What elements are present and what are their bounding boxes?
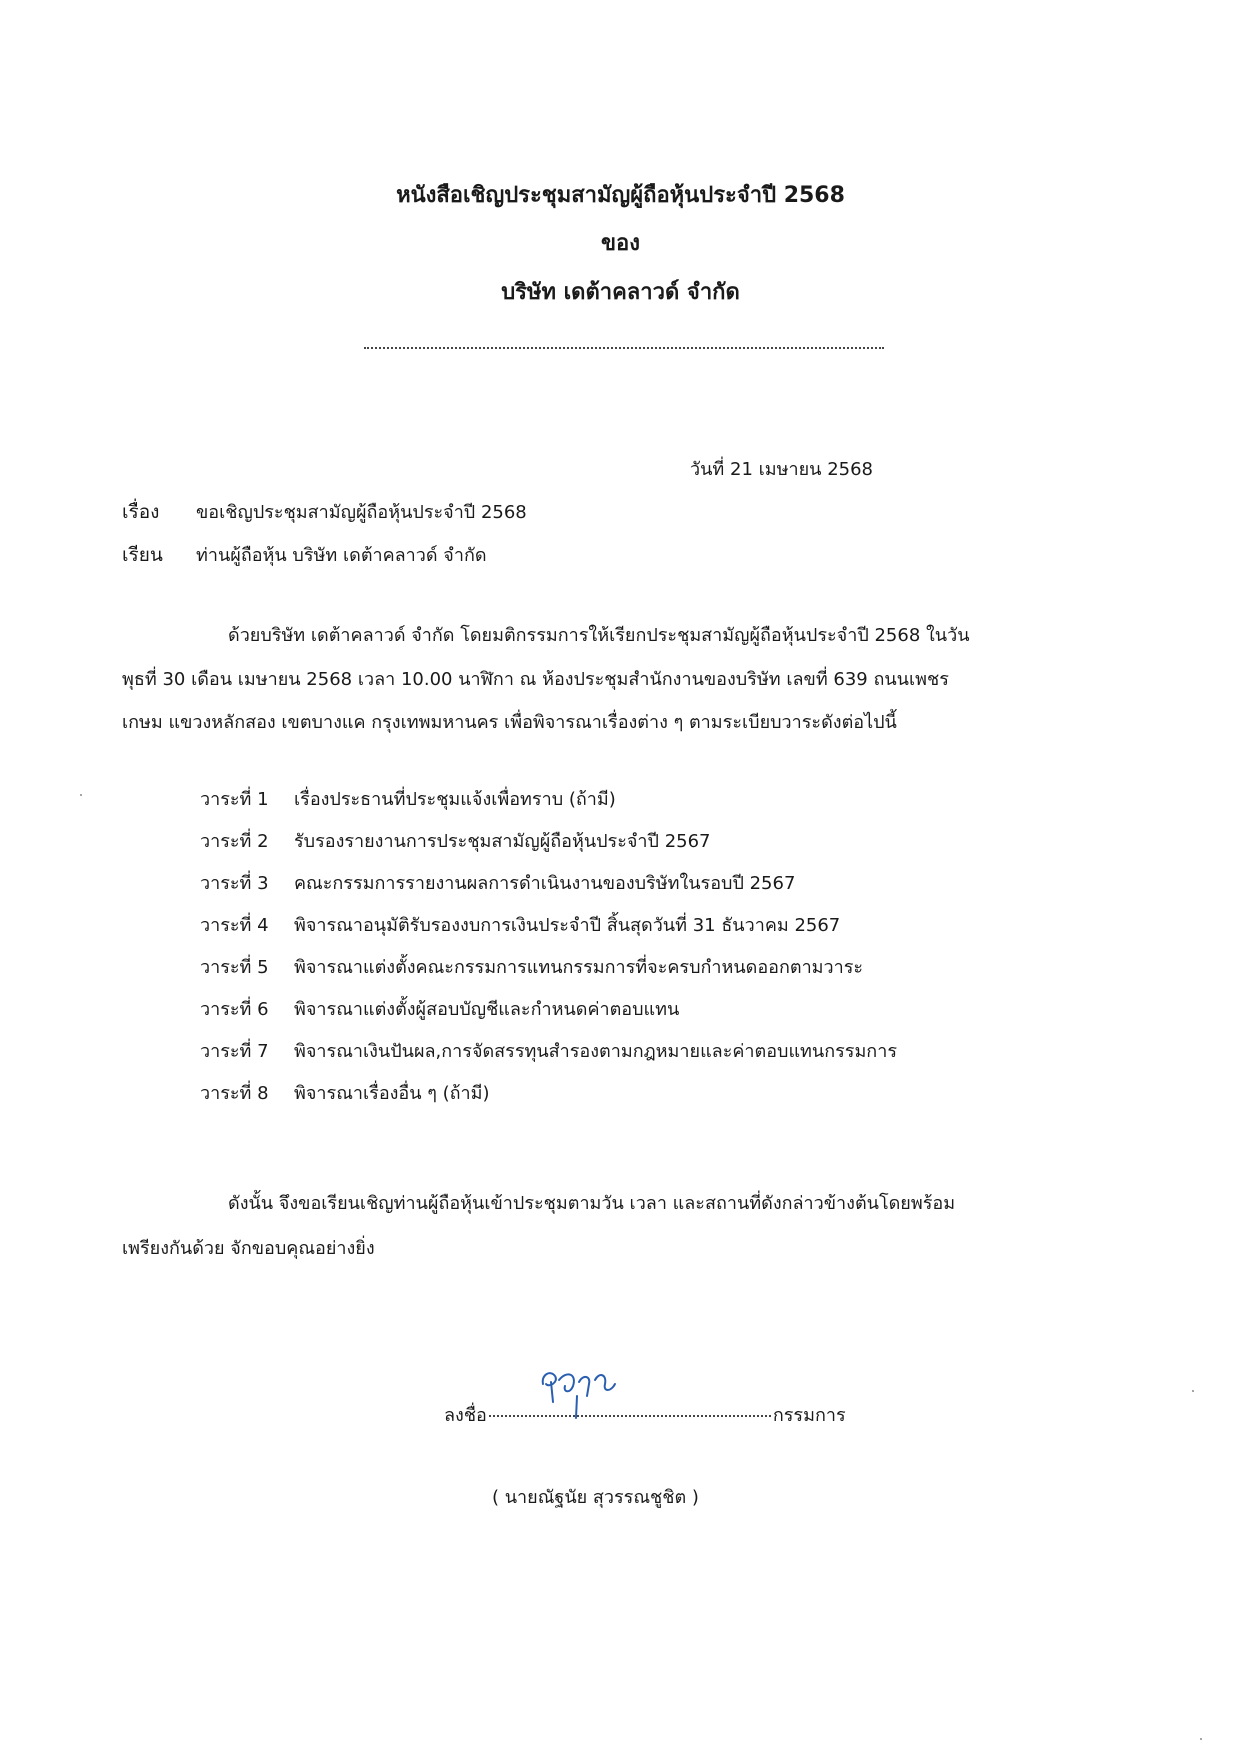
agenda-item (200, 786, 897, 828)
agenda-list (200, 786, 897, 1122)
intro-paragraph-line: พุธที่ 30 เดือน เมษายน 2568 เวลา 10.00 นาฬิกา ณ ห้องประชุมสำนักงานของบริษัท เลขที่ 639 ถนนเพชร (122, 669, 949, 690)
agenda-item (200, 870, 897, 912)
agenda-text: พิจารณาแต่งตั้งผู้สอบบัญชีและกำหนดค่าตอบแทน (294, 999, 680, 1020)
intro-paragraph-line: เกษม แขวงหลักสอง เขตบางแค กรุงเทพมหานคร เพื่อพิจารณาเรื่องต่าง ๆ ตามระเบียบวาระดังต่อไปนี้ (122, 712, 897, 733)
agenda-number: วาระที่ 4 (200, 915, 269, 936)
signature-line (444, 1400, 846, 1429)
agenda-text: พิจารณาแต่งตั้งคณะกรรมการแทนกรรมการที่จะครบกำหนดออกตามวาระ (294, 957, 864, 978)
document-title: หนังสือเชิญประชุมสามัญผู้ถือหุ้นประจำปี 2568 (396, 183, 845, 208)
agenda-number: วาระที่ 2 (200, 831, 269, 852)
agenda-number: วาระที่ 6 (200, 999, 269, 1020)
agenda-item (200, 1038, 897, 1080)
scan-speck (80, 794, 82, 796)
company-name-title: บริษัท เดต้าคลาวด์ จำกัด (501, 280, 740, 305)
scan-speck (1200, 1738, 1202, 1740)
agenda-number: วาระที่ 1 (200, 789, 269, 810)
recipient-value: ท่านผู้ถือหุ้น บริษัท เดต้าคลาวด์ จำกัด (196, 545, 487, 566)
agenda-text: คณะกรรมการรายงานผลการดำเนินงานของบริษัทในรอบปี 2567 (294, 873, 796, 894)
sign-label: ลงชื่อ (444, 1405, 487, 1426)
signature-dotted-fill (489, 1414, 771, 1417)
subject-label: เรื่อง (122, 501, 160, 523)
agenda-item (200, 996, 897, 1038)
title-dotted-divider (364, 347, 884, 349)
agenda-item (200, 828, 897, 870)
document-title-connector: ของ (601, 231, 640, 256)
letter-date: วันที่ 21 เมษายน 2568 (690, 459, 873, 480)
agenda-text: เรื่องประธานที่ประชุมแจ้งเพื่อทราบ (ถ้ามี) (294, 789, 616, 810)
closing-paragraph-line: ดังนั้น จึงขอเรียนเชิญท่านผู้ถือหุ้นเข้าประชุมตามวัน เวลา และสถานที่ดังกล่าวข้างต้นโดยพร้อม (228, 1193, 956, 1214)
signer-position: กรรมการ (772, 1405, 846, 1426)
agenda-number: วาระที่ 7 (200, 1041, 269, 1062)
agenda-text: พิจารณาเรื่องอื่น ๆ (ถ้ามี) (294, 1083, 490, 1104)
agenda-text: พิจารณาเงินปันผล,การจัดสรรทุนสำรองตามกฎหมายและค่าตอบแทนกรรมการ (294, 1041, 897, 1062)
agenda-number: วาระที่ 3 (200, 873, 269, 894)
subject-value: ขอเชิญประชุมสามัญผู้ถือหุ้นประจำปี 2568 (196, 502, 527, 523)
closing-paragraph-line: เพรียงกันด้วย จักขอบคุณอย่างยิ่ง (122, 1238, 375, 1259)
agenda-item (200, 954, 897, 996)
signer-name: ( นายณัฐนัย สุวรรณชูชิต ) (492, 1487, 699, 1508)
agenda-number: วาระที่ 5 (200, 957, 269, 978)
scan-speck (1192, 1390, 1194, 1392)
agenda-item (200, 1080, 897, 1122)
recipient-label: เรียน (122, 544, 163, 566)
agenda-text: พิจารณาอนุมัติรับรองงบการเงินประจำปี สิ้นสุดวันที่ 31 ธันวาคม 2567 (294, 915, 841, 936)
intro-paragraph-line: ด้วยบริษัท เดต้าคลาวด์ จำกัด โดยมติกรรมการให้เรียกประชุมสามัญผู้ถือหุ้นประจำปี 2568 ในวัน (228, 625, 970, 646)
agenda-number: วาระที่ 8 (200, 1083, 269, 1104)
agenda-text: รับรองรายงานการประชุมสามัญผู้ถือหุ้นประจำปี 2567 (294, 831, 711, 852)
agenda-item (200, 912, 897, 954)
